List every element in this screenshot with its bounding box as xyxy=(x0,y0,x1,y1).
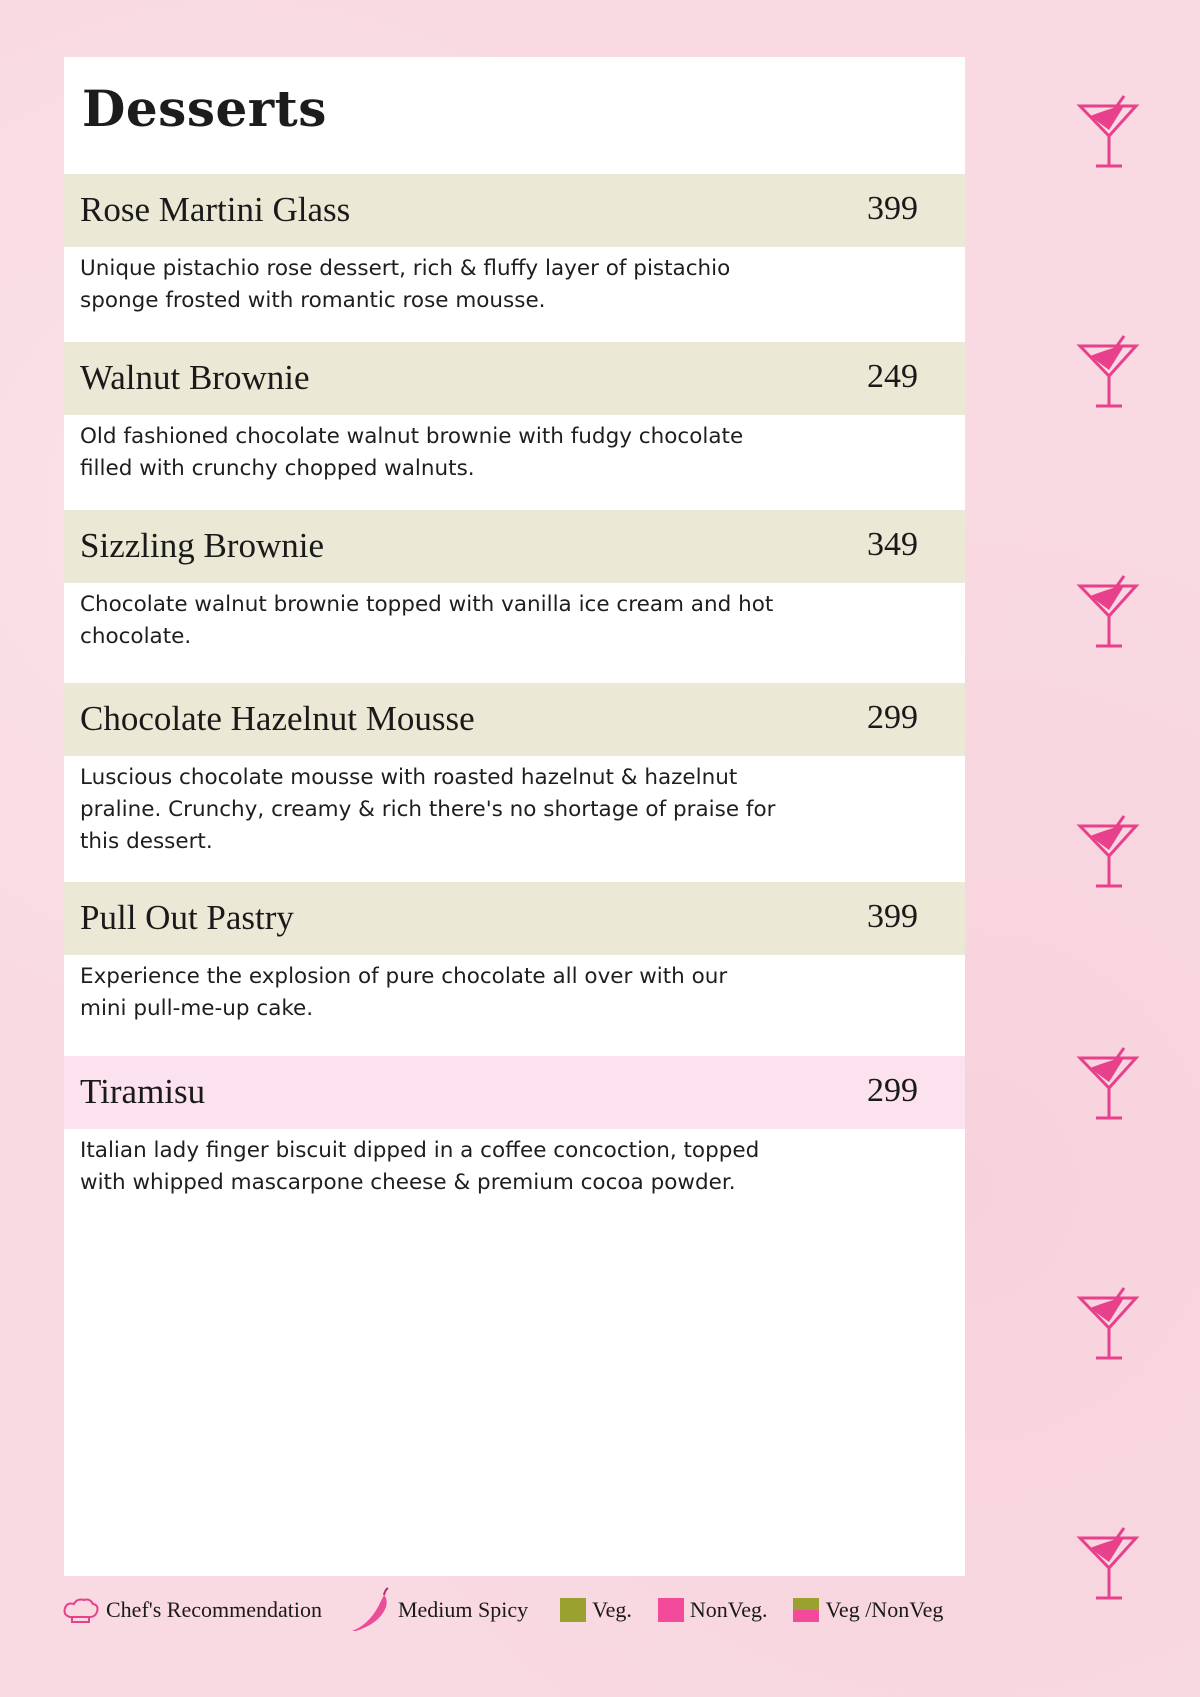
martini-glass-icon xyxy=(1076,94,1140,170)
menu-item-header xyxy=(64,342,965,415)
legend-chef-recommendation xyxy=(62,1597,322,1623)
legend-label: Medium Spicy xyxy=(397,1597,529,1622)
menu-item-price: 249 xyxy=(867,358,918,395)
legend-label: NonVeg. xyxy=(689,1597,768,1622)
menu-item-name: Sizzling Brownie xyxy=(80,526,324,565)
menu-item-name: Chocolate Hazelnut Mousse xyxy=(80,699,475,738)
martini-glass-icon xyxy=(1076,334,1140,410)
menu-item-description: Unique pistachio rose dessert, rich & fluffy layer of pistachio sponge frosted with romantic rose mousse. xyxy=(80,256,731,313)
menu-item-header xyxy=(64,882,965,955)
martini-glass-icon xyxy=(1076,814,1140,890)
chef-hat-icon xyxy=(62,1597,100,1623)
menu-item xyxy=(64,510,965,653)
legend xyxy=(62,1590,972,1630)
veg-swatch xyxy=(560,1598,586,1622)
menu-item-price: 349 xyxy=(867,526,918,563)
menu-item xyxy=(64,342,965,485)
martini-glass-icon xyxy=(1076,1526,1140,1602)
page-title: Desserts xyxy=(82,79,327,138)
menu-item-header xyxy=(64,510,965,583)
nonveg-swatch xyxy=(658,1598,684,1622)
legend-veg xyxy=(560,1597,632,1623)
menu-item xyxy=(64,174,965,317)
veg-nonveg-swatch xyxy=(793,1598,819,1622)
menu-item-header xyxy=(64,683,965,756)
legend-veg-nonveg xyxy=(793,1597,943,1623)
menu-item-price: 399 xyxy=(867,190,918,227)
legend-medium-spicy xyxy=(348,1587,528,1633)
martini-glass-icon xyxy=(1076,1046,1140,1122)
menu-item-description: Luscious chocolate mousse with roasted hazelnut & hazelnut praline. Crunchy, creamy & rich there's no shortage of praise for this dessert. xyxy=(80,765,776,854)
menu-item xyxy=(64,683,965,858)
menu-item-description: Old fashioned chocolate walnut brownie with fudgy chocolate filled with crunchy chopped walnuts. xyxy=(80,424,744,481)
legend-label: Veg /NonVeg xyxy=(825,1597,944,1622)
menu-item-price: 299 xyxy=(867,1072,918,1109)
legend-label: Chef's Recommendation xyxy=(106,1597,322,1622)
martini-glass-icon xyxy=(1076,574,1140,650)
menu-item xyxy=(64,882,965,1025)
chili-pepper-icon xyxy=(348,1587,392,1633)
menu-item-name: Rose Martini Glass xyxy=(80,190,351,229)
menu-item-name: Tiramisu xyxy=(80,1072,206,1111)
legend-label: Veg. xyxy=(592,1597,632,1622)
menu-item-description: Italian lady finger biscuit dipped in a coffee concoction, topped with whipped mascarpone cheese & premium cocoa powder. xyxy=(80,1138,760,1195)
menu-item-name: Walnut Brownie xyxy=(80,358,310,397)
menu-panel xyxy=(64,57,965,1576)
menu-item xyxy=(64,1056,965,1199)
martini-glass-icon xyxy=(1076,1286,1140,1362)
menu-item-header xyxy=(64,1056,965,1129)
menu-item-description: Chocolate walnut brownie topped with vanilla ice cream and hot chocolate. xyxy=(80,592,774,649)
legend-nonveg xyxy=(658,1597,768,1623)
menu-item-name: Pull Out Pastry xyxy=(80,898,294,937)
menu-item-header xyxy=(64,174,965,247)
menu-item-price: 399 xyxy=(867,898,918,935)
menu-item-price: 299 xyxy=(867,699,918,736)
menu-item-description: Experience the explosion of pure chocolate all over with our mini pull-me-up cake. xyxy=(80,964,728,1021)
